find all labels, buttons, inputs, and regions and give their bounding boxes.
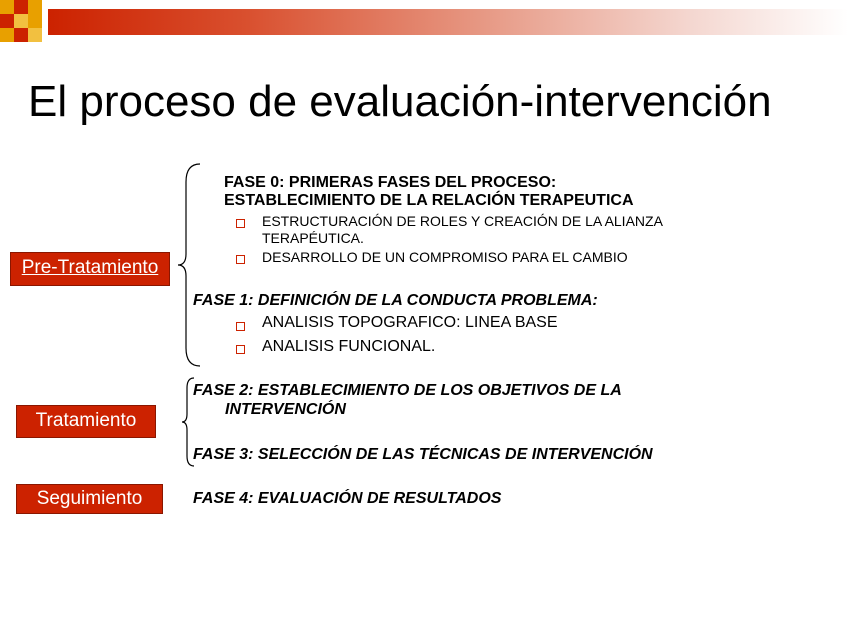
slide-title: El proceso de evaluación-intervención	[28, 77, 772, 126]
bullet-square-icon	[236, 345, 245, 354]
fase3-heading: FASE 3: SELECCIÓN DE LAS TÉCNICAS DE INTERVENCIÓN	[193, 446, 653, 463]
tratamiento-label	[16, 405, 156, 438]
fase0-bullet1-line1: ESTRUCTURACIÓN DE ROLES Y CREACIÓN DE LA ALIANZA	[262, 213, 663, 229]
seguimiento-text: Seguimiento	[36, 488, 143, 509]
pre-tratamiento-text: Pre-Tratamiento	[21, 257, 159, 278]
fase2-heading-line2: INTERVENCIÓN	[225, 401, 346, 418]
seguimiento-label	[16, 484, 163, 514]
pre-tratamiento-label	[10, 252, 170, 286]
fase0-bullet1-line2: TERAPÉUTICA.	[262, 230, 364, 246]
fase1-heading: FASE 1: DEFINICIÓN DE LA CONDUCTA PROBLEMA:	[193, 292, 598, 309]
fase2-heading-line1: FASE 2: ESTABLECIMIENTO DE LOS OBJETIVOS DE LA	[193, 382, 622, 399]
fase4-heading: FASE 4: EVALUACIÓN DE RESULTADOS	[193, 490, 502, 507]
tratamiento-text: Tratamiento	[35, 410, 137, 431]
bullet-square-icon	[236, 219, 245, 228]
bullet-square-icon	[236, 255, 245, 264]
header-gradient-bar	[48, 9, 848, 35]
fase0-heading-line2: ESTABLECIMIENTO DE LA RELACIÓN TERAPEUTICA	[224, 192, 634, 209]
pre-tratamiento-brace	[176, 162, 202, 368]
fase0-heading-line1: FASE 0: PRIMERAS FASES DEL PROCESO:	[224, 174, 557, 191]
bullet-square-icon	[236, 322, 245, 331]
fase1-bullet2: ANALISIS FUNCIONAL.	[262, 338, 436, 355]
fase0-bullet2: DESARROLLO DE UN COMPROMISO PARA EL CAMBIO	[262, 249, 628, 265]
fase1-bullet1: ANALISIS TOPOGRAFICO: LINEA BASE	[262, 314, 558, 331]
